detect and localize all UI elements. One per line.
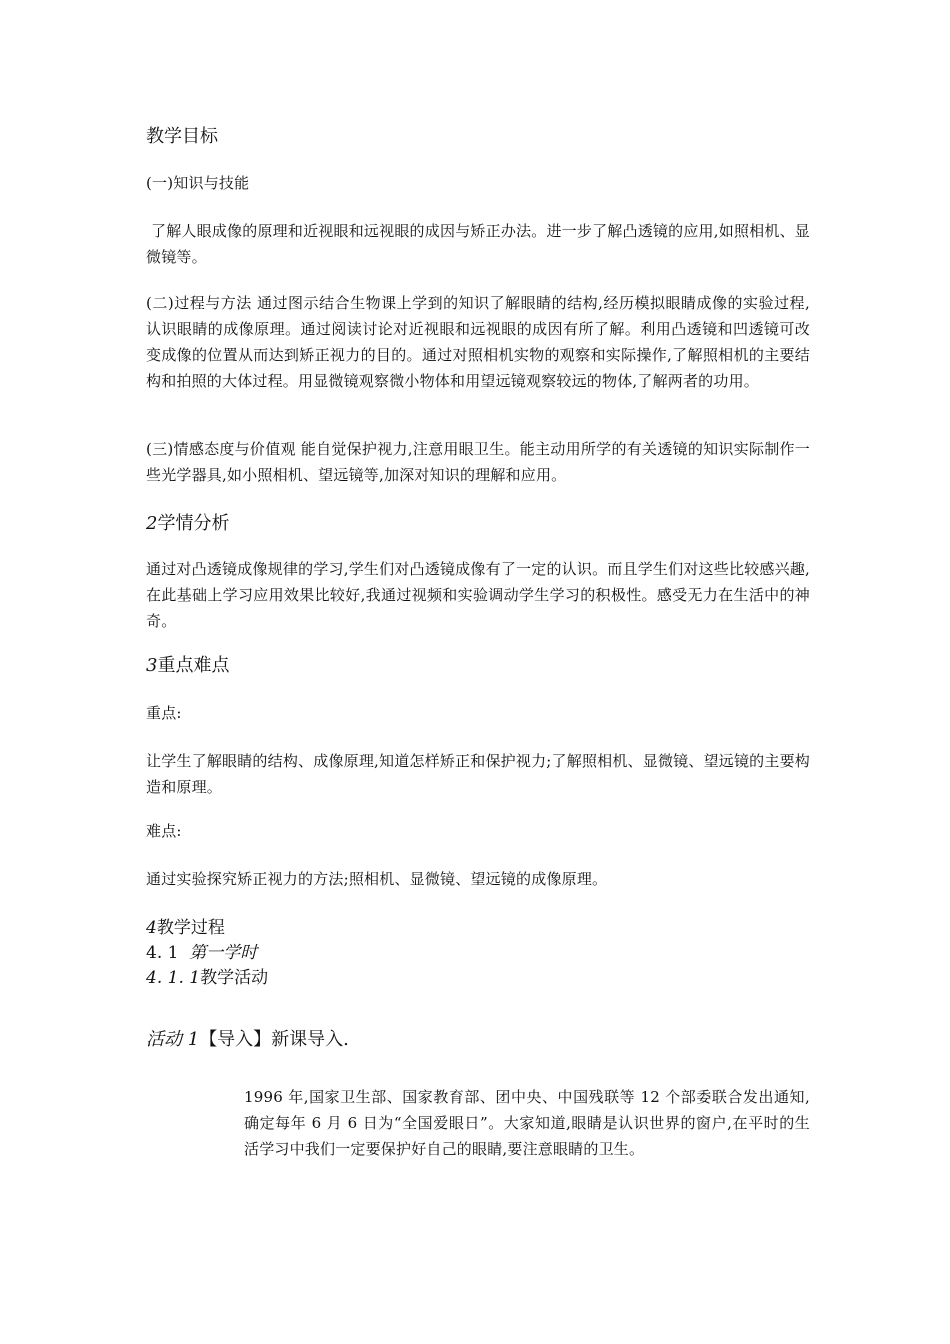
heading-key-difficult <box>146 654 810 678</box>
heading-label: 第一学时 <box>189 943 258 963</box>
paragraph-emotion-values: (三)情感态度与价值观 能自觉保护视力,注意用眼卫生。能主动用所学的有关透镜的知识实际制作一些光学器具,如小照相机、望远镜等,加深对知识的理解和应用。 <box>146 440 810 484</box>
heading-group-process <box>146 916 810 991</box>
heading-label: 学情分析 <box>157 513 230 534</box>
heading-first-period <box>146 941 810 966</box>
paragraph-knowledge <box>146 218 810 270</box>
paragraph-process-method: (二)过程与方法 通过图示结合生物课上学到的知识了解眼睛的结构,经历模拟眼睛成像的实验过程,认识眼睛的成像原理。通过阅读讨论对近视眼和远视眼的成因有所了解。利用凸透镜和凹透镜可改变成像的位置从而达到矫正视力的目的。通过对照相机实物的观察和实际操作,了解照相机的主要结构和拍照的大体过程。用显微镜观察微小物体和用望远镜观察较远的物体,了解两者的功用。 <box>146 294 810 390</box>
key-points-label: 重点: <box>146 704 182 722</box>
paragraph-key-points: 让学生了解眼睛的结构、成像原理,知道怎样矫正和保护视力;了解照相机、显微镜、望远镜的主要构造和原理。 <box>146 752 810 796</box>
heading-student-analysis <box>146 512 810 536</box>
heading-label: 重点难点 <box>157 655 230 676</box>
heading-label: 教学过程 <box>156 918 225 938</box>
heading-activity-1 <box>146 1028 810 1052</box>
heading-teaching-process <box>146 916 810 941</box>
difficult-points-label: 难点: <box>146 822 182 840</box>
page-title: 教学目标 <box>146 126 218 147</box>
heading-number: 4. 1. 1 <box>146 968 201 988</box>
paragraph-student-analysis: 通过对凸透镜成像规律的学习,学生们对凸透镜成像有了一定的认识。而且学生们对这些比较感兴趣,在此基础上学习应用效果比较好,我通过视频和实验调动学生学习的积极性。感受无力在生活中的神奇。 <box>146 560 810 630</box>
heading-number: 2 <box>146 513 158 534</box>
heading-number: 4 <box>146 918 157 938</box>
heading-teaching-activities <box>146 966 810 991</box>
heading-number: 3 <box>146 655 158 676</box>
paragraph-activity-1: 1996 年,国家卫生部、国家教育部、团中央、中国残联等 12 个部委联合发出通知,确定每年 6 月 6 日为“全国爱眼日”。大家知道,眼睛是认识世界的窗户,在平时的生活学习中我们一定要保护好自己的眼睛,要注意眼睛的卫生。 <box>244 1088 810 1158</box>
activity-number: 活动 1 <box>146 1029 200 1050</box>
heading-label: 教学活动 <box>200 968 269 988</box>
paragraph-knowledge-text: 了解人眼成像的原理和近视眼和远视眼的成因与矫正办法。进一步了解凸透镜的应用,如照相机、显微镜等。 <box>146 222 810 266</box>
section-heading-knowledge: (一)知识与技能 <box>146 174 250 192</box>
paragraph-difficult-points: 通过实验探究矫正视力的方法;照相机、显微镜、望远镜的成像原理。 <box>146 870 608 888</box>
activity-label: 【导入】新课导入. <box>199 1029 349 1050</box>
heading-number: 4. 1 <box>146 943 179 963</box>
